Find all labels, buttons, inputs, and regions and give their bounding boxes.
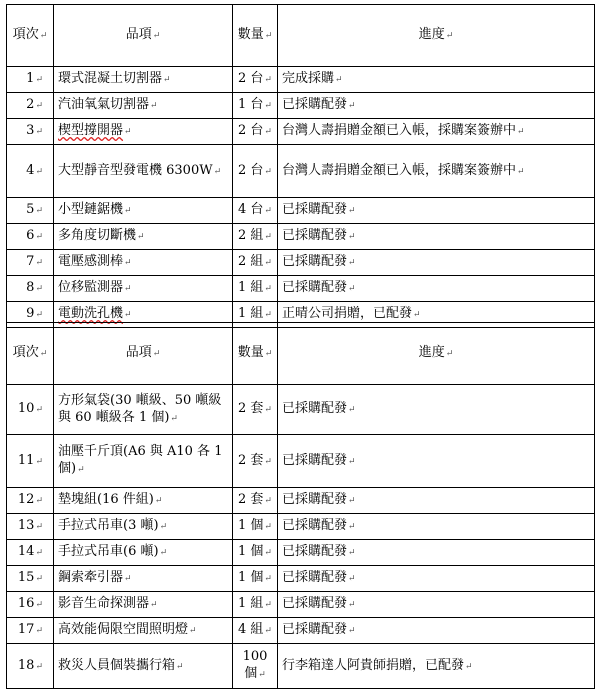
row-no: 3↵ bbox=[7, 119, 54, 145]
row-item: 手拉式吊車(3 噸)↵ bbox=[54, 514, 233, 540]
row-status: 台灣人壽捐贈金額已入帳，採購案簽辦中↵ bbox=[278, 119, 595, 145]
table-header-row bbox=[7, 5, 595, 67]
row-no: 18↵ bbox=[7, 644, 54, 689]
row-item: 小型鏈鋸機↵ bbox=[54, 198, 233, 224]
row-no: 7↵ bbox=[7, 250, 54, 276]
header-qty: 數量↵ bbox=[233, 5, 278, 67]
table-row bbox=[7, 540, 595, 566]
row-status: 已採購配發↵ bbox=[278, 540, 595, 566]
row-no: 8↵ bbox=[7, 276, 54, 302]
row-no: 12↵ bbox=[7, 488, 54, 514]
table-header-row bbox=[7, 323, 595, 385]
row-no: 16↵ bbox=[7, 592, 54, 618]
row-qty: 1 個↵ bbox=[233, 514, 278, 540]
row-no: 2↵ bbox=[7, 93, 54, 119]
header-no: 項次↵ bbox=[7, 5, 54, 67]
row-status: 已採購配發↵ bbox=[278, 198, 595, 224]
row-status: 已採購配發↵ bbox=[278, 435, 595, 488]
row-status: 已採購配發↵ bbox=[278, 93, 595, 119]
row-qty: 2 組↵ bbox=[233, 250, 278, 276]
table-row bbox=[7, 644, 595, 689]
row-qty: 2 套↵ bbox=[233, 488, 278, 514]
row-status: 正晴公司捐贈，已配發↵ bbox=[278, 302, 595, 328]
table-row bbox=[7, 488, 595, 514]
table-row bbox=[7, 276, 595, 302]
row-item: 環式混凝土切割器↵ bbox=[54, 67, 233, 93]
row-no: 6↵ bbox=[7, 224, 54, 250]
row-qty: 1 組↵ bbox=[233, 276, 278, 302]
table-row bbox=[7, 385, 595, 435]
row-item: 救災人員個裝攜行箱↵ bbox=[54, 644, 233, 689]
row-item: 高效能侷限空間照明燈↵ bbox=[54, 618, 233, 644]
row-qty: 2 台↵ bbox=[233, 67, 278, 93]
table-row bbox=[7, 67, 595, 93]
row-item: 汽油氧氣切割器↵ bbox=[54, 93, 233, 119]
row-item: 油壓千斤頂(A6 與 A10 各 1 個)↵ bbox=[54, 435, 233, 488]
row-status: 已採購配發↵ bbox=[278, 514, 595, 540]
row-qty: 4 台↵ bbox=[233, 198, 278, 224]
header-status: 進度↵ bbox=[278, 323, 595, 385]
row-status: 已採購配發↵ bbox=[278, 566, 595, 592]
row-no: 14↵ bbox=[7, 540, 54, 566]
row-item: 方形氣袋(30 噸級、50 噸級與 60 噸級各 1 個)↵ bbox=[54, 385, 233, 435]
row-no: 11↵ bbox=[7, 435, 54, 488]
row-status: 已採購配發↵ bbox=[278, 224, 595, 250]
table-row bbox=[7, 514, 595, 540]
table-row bbox=[7, 618, 595, 644]
row-no: 15↵ bbox=[7, 566, 54, 592]
header-item: 品項↵ bbox=[54, 323, 233, 385]
row-qty: 2 套↵ bbox=[233, 385, 278, 435]
row-qty: 4 組↵ bbox=[233, 618, 278, 644]
table-row bbox=[7, 198, 595, 224]
equipment-table-1 bbox=[6, 4, 595, 328]
header-no: 項次↵ bbox=[7, 323, 54, 385]
header-item: 品項↵ bbox=[54, 5, 233, 67]
row-item: 鋼索牽引器↵ bbox=[54, 566, 233, 592]
row-qty: 2 組↵ bbox=[233, 224, 278, 250]
row-item: 墊塊組(16 件組)↵ bbox=[54, 488, 233, 514]
row-item: 大型靜音型發電機 6300W↵ bbox=[54, 145, 233, 198]
row-qty: 1 台↵ bbox=[233, 93, 278, 119]
table-row bbox=[7, 435, 595, 488]
row-no: 13↵ bbox=[7, 514, 54, 540]
row-qty: 2 套↵ bbox=[233, 435, 278, 488]
row-qty: 100 個↵ bbox=[233, 644, 278, 689]
row-qty: 2 台↵ bbox=[233, 119, 278, 145]
table-row bbox=[7, 93, 595, 119]
row-no: 17↵ bbox=[7, 618, 54, 644]
row-status: 已採購配發↵ bbox=[278, 488, 595, 514]
row-item: 影音生命探測器↵ bbox=[54, 592, 233, 618]
row-no: 1↵ bbox=[7, 67, 54, 93]
row-qty: 1 組↵ bbox=[233, 592, 278, 618]
row-status: 台灣人壽捐贈金額已入帳，採購案簽辦中↵ bbox=[278, 145, 595, 198]
row-no: 5↵ bbox=[7, 198, 54, 224]
row-status: 已採購配發↵ bbox=[278, 618, 595, 644]
row-status: 完成採購↵ bbox=[278, 67, 595, 93]
row-item: 電壓感測棒↵ bbox=[54, 250, 233, 276]
row-qty: 1 個↵ bbox=[233, 540, 278, 566]
equipment-table-2 bbox=[6, 322, 595, 689]
row-status: 已採購配發↵ bbox=[278, 250, 595, 276]
row-status: 行李箱達人阿貴師捐贈，已配發↵ bbox=[278, 644, 595, 689]
row-item: 楔型撐開器↵ bbox=[54, 119, 233, 145]
row-item: 位移監測器↵ bbox=[54, 276, 233, 302]
table-row bbox=[7, 119, 595, 145]
row-qty: 1 組↵ bbox=[233, 302, 278, 328]
row-no: 10↵ bbox=[7, 385, 54, 435]
table-row bbox=[7, 224, 595, 250]
row-item: 電動洗孔機↵ bbox=[54, 302, 233, 328]
header-status: 進度↵ bbox=[278, 5, 595, 67]
row-qty: 2 台↵ bbox=[233, 145, 278, 198]
row-status: 已採購配發↵ bbox=[278, 592, 595, 618]
row-status: 已採購配發↵ bbox=[278, 385, 595, 435]
row-item: 多角度切斷機↵ bbox=[54, 224, 233, 250]
table-row bbox=[7, 250, 595, 276]
row-status: 已採購配發↵ bbox=[278, 276, 595, 302]
table-row bbox=[7, 145, 595, 198]
row-item: 手拉式吊車(6 噸)↵ bbox=[54, 540, 233, 566]
table-row bbox=[7, 566, 595, 592]
header-qty: 數量↵ bbox=[233, 323, 278, 385]
table-row bbox=[7, 592, 595, 618]
row-no: 4↵ bbox=[7, 145, 54, 198]
row-no: 9↵ bbox=[7, 302, 54, 328]
row-qty: 1 個↵ bbox=[233, 566, 278, 592]
